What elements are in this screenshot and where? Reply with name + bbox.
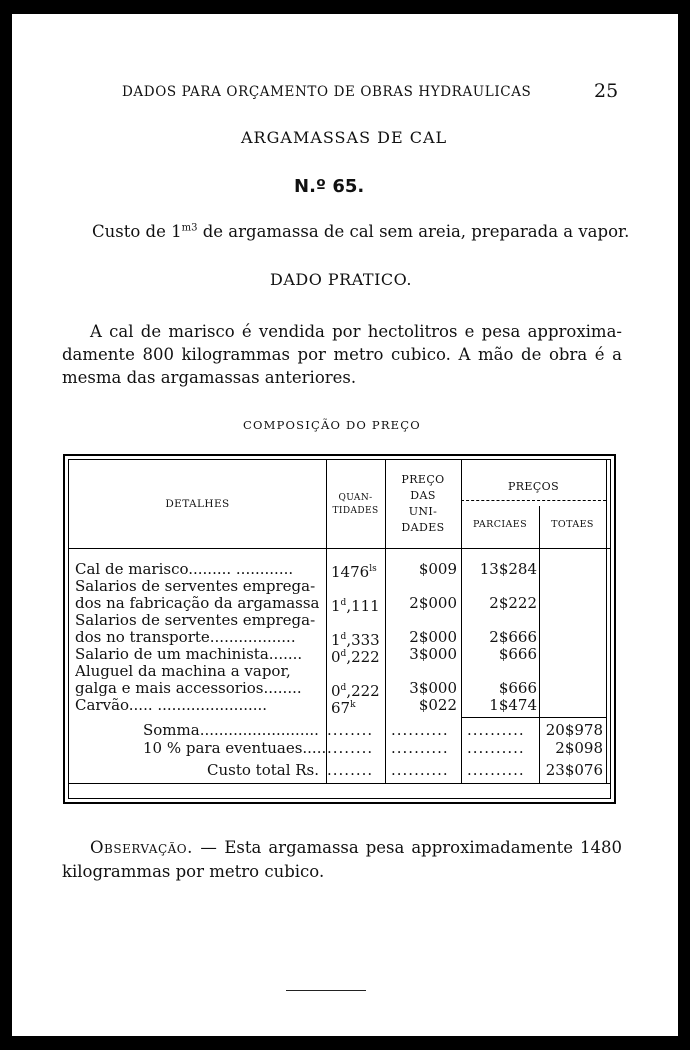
bottom-rule [69,783,610,784]
dot-leader: ........ [327,739,374,757]
row-desc: galga e mais accessorios........ [75,680,302,697]
observation-line: kilogrammas por metro cubico. [62,862,325,881]
custo-total-label: Custo total Rs. [207,761,320,779]
row-desc: dos na fabricação da argamassa [75,595,320,612]
description-paragraph [62,320,622,389]
dot-leader: .......... [391,721,449,739]
header-quantidades: QUAN- TIDADES [332,493,379,516]
section-title: ARGAMASSAS DE CAL [241,128,448,147]
row-unit-price: 2$000 [409,628,457,646]
row-desc: Salario de um machinista....... [75,646,303,663]
eventuaes-total: 2$098 [555,739,603,757]
table-inner-frame [68,459,611,799]
sum-total: 20$978 [545,721,603,739]
price-composition-table [63,454,616,804]
row-partial: 13$284 [479,560,537,578]
page-number: 25 [594,80,619,102]
table-caption: COMPOSIÇÃO DO PREÇO [243,418,421,432]
sum-label: Somma......................... [143,721,319,739]
dado-pratico-heading: DADO PRATICO. [270,270,412,289]
row-partial: 2$222 [489,594,537,612]
sum-rule [461,717,607,718]
header-parciaes: PARCIAES [472,519,528,530]
row-partial: $666 [498,645,537,663]
eventuaes-label: 10 % para eventuaes..... [143,739,327,757]
header-totaes: TOTAES [551,519,594,530]
observation-paragraph [62,836,622,884]
row-unit-price: $009 [418,560,457,578]
header-rule [69,548,610,549]
dot-leader: ........ [327,761,374,779]
dot-leader: .......... [391,739,449,757]
row-partial: 1$474 [489,696,537,714]
book-page [12,14,678,1036]
dot-leader: .......... [467,721,525,739]
row-unit-price: 3$000 [409,645,457,663]
row-qty: 67$^k$ [331,699,356,717]
paragraph-line: mesma das argamassas anteriores. [62,368,357,387]
row-qty: 0$^d$,222 [331,682,380,700]
paragraph-line: A cal de marisco é vendida por hectolitros e pesa approxima- [90,322,622,341]
header-precos: PREÇOS [507,480,560,493]
row-unit-price: $022 [418,696,457,714]
row-qty: 1$^d$,111 [331,597,380,615]
header-detalhes: DETALHES [165,498,230,510]
row-desc: Carvão..... ....................... [75,697,268,714]
running-title: DADOS PARA ORÇAMENTO DE OBRAS HYDRAULICAS [122,84,532,100]
precos-rule [461,500,606,501]
custo-total-value: 23$076 [545,761,603,779]
row-unit-price: 3$000 [409,679,457,697]
row-desc: Salarios de serventes emprega- [75,578,316,595]
col-rule [461,460,462,784]
dot-leader: .......... [467,739,525,757]
row-desc: Aluguel da machina a vapor, [75,663,291,680]
row-qty: 1$^d$,333 [331,631,380,649]
paragraph-line: damente 800 kilogrammas por metro cubico. A mão de obra é a [62,345,622,364]
dot-leader: .......... [391,761,449,779]
row-qty: 0$^d$,222 [331,648,380,666]
dot-leader: ........ [327,721,374,739]
row-desc: dos no transporte.................. [75,629,296,646]
row-desc: Cal de marisco......... ............ [75,561,294,578]
subtitle: Custo de $1^{m3}$ de argamassa de cal sem areia, preparada a vapor. [92,222,630,241]
footer-rule [286,990,366,991]
row-partial: 2$666 [489,628,537,646]
header-preco-unidades: PREÇO DAS UNI- DADES [401,473,445,534]
row-qty: $1476^{ls}$ [331,563,377,581]
row-desc: Salarios de serventes emprega- [75,612,316,629]
observation-line: Observação. — Esta argamassa pesa approximadamente 1480 [90,838,622,857]
row-partial: $666 [498,679,537,697]
dot-leader: .......... [467,761,525,779]
number-heading: N.º 65. [294,176,365,197]
row-unit-price: 2$000 [409,594,457,612]
col-rule [606,460,607,784]
